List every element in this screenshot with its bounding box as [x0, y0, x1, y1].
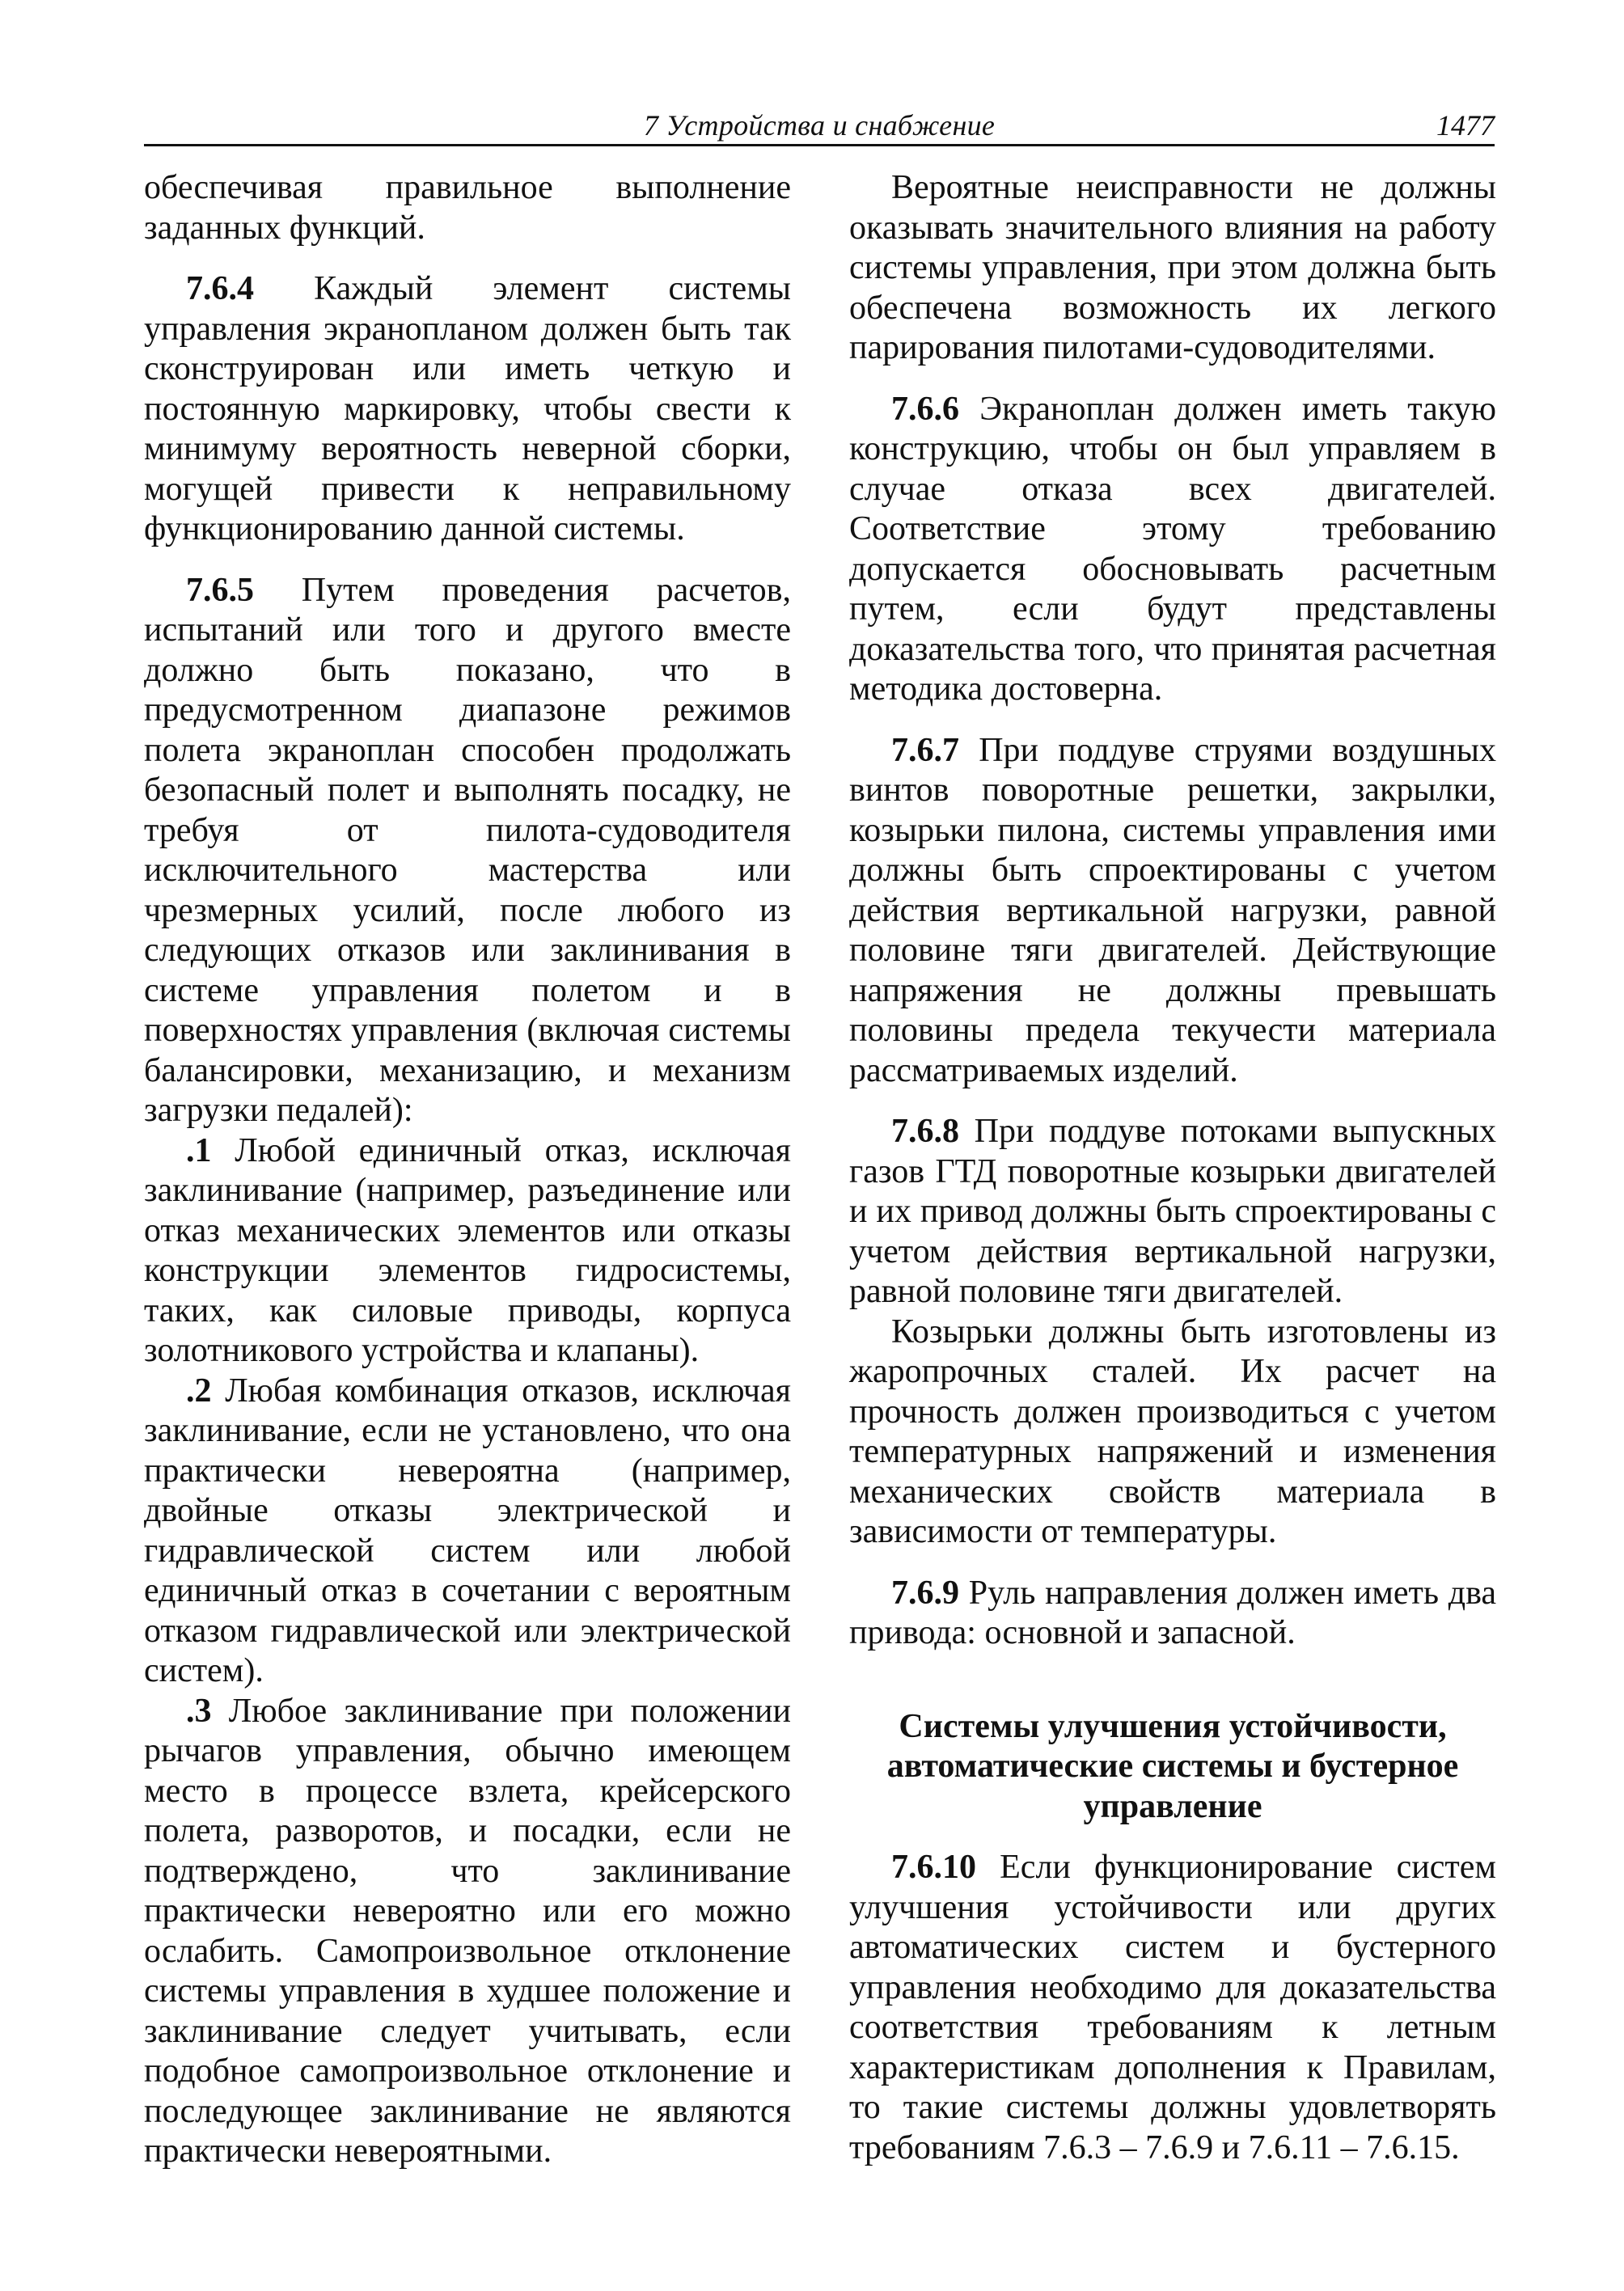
chapter-title: 7 Устройства и снабжение: [643, 109, 996, 142]
clause-number: 7.6.6: [891, 390, 959, 428]
running-header: [144, 104, 1495, 146]
subclause-text: Любой единичный отказ, исключая заклинивание (например, разъединение или отказ механических элементов или отказы конструкции элементов гидросистемы, таких, как силовые приводы, корпуса золотникового устройства и клапаны).: [144, 1131, 791, 1369]
subclause-number: .2: [186, 1372, 212, 1410]
paragraph-materials: [849, 1312, 1496, 1553]
clause-text: Каждый элемент системы управления экранопланом должен быть так сконструирован или иметь четкую и постоянную маркировку, чтобы свести к минимуму вероятность неверной сборки, могущей привести к неправильному функционированию данной системы.: [144, 270, 791, 547]
clause-7-6-6: [849, 390, 1496, 710]
subclause-text: Любое заклинивание при положении рычагов управления, обычно имеющем место в процессе взлета, крейсерского полета, разворотов, и посадки, если не подтверждено, что заклинивание практически невероятно или его можно ослабить. Самопроизвольное отклонение системы управления в худшее положение и заклинивание следует учитывать, если подобное самопроизвольное отклонение и последующее заклинивание не являются практически невероятными.: [144, 1692, 791, 2170]
section-heading: Системы улучшения устойчивости, автоматические системы и бустерное управление: [886, 1707, 1459, 1825]
clause-text: При поддуве струями воздушных винтов поворотные решетки, закрылки, козырьки пилона, системы управления ими должны быть спроектированы с учетом действия вертикальной нагрузки, равной половине тяги двигателей. Действующие напряжения не должны превышать половины предела текучести материала рассматриваемых изделий.: [849, 731, 1496, 1089]
clause-number: 7.6.10: [891, 1849, 976, 1886]
clause-text: Руль направления должен иметь два привода: основной и запасной.: [849, 1574, 1496, 1651]
left-column: [144, 168, 791, 2172]
clause-text: Путем проведения расчетов, испытаний или того и другого вместе должно быть показано, что в предусмотренном диапазоне режимов полета экраноплан способен продолжать безопасный полет и выполнять посадку, не требуя от пилота-судоводителя исключительного мастерства или чрезмерных усилий, после любого из следующих отказов или заклинивания в системе управления полетом и в поверхностях управления (включая системы балансировки, механизацию, и механизм загрузки педалей):: [144, 571, 791, 1129]
subclause-number: .1: [186, 1131, 212, 1169]
subclause-1: [144, 1131, 791, 1372]
continued-paragraph: [849, 168, 1496, 369]
clause-7-6-7: [849, 731, 1496, 1092]
clause-7-6-5: [144, 571, 791, 1131]
clause-7-6-9: [849, 1574, 1496, 1654]
clause-number: 7.6.7: [891, 731, 959, 769]
continued-paragraph: [144, 168, 791, 248]
subclause-2: [144, 1372, 791, 1692]
clause-number: 7.6.8: [891, 1113, 959, 1150]
paragraph-text: Вероятные неисправности не должны оказывать значительного влияния на работу системы управления, при этом должна быть обеспечена возможность их легкого парирования пилотами-судоводителями.: [849, 169, 1496, 366]
subclause-number: .3: [186, 1692, 212, 1730]
clause-number: 7.6.5: [186, 571, 254, 609]
clause-7-6-10: [849, 1848, 1496, 2168]
page-number: 1477: [1436, 109, 1495, 142]
subclause-3: [144, 1692, 791, 2172]
clause-text: Экраноплан должен иметь такую конструкцию, чтобы он был управляем в случае отказа всех двигателей. Соответствие этому требованию допускается обосновывать расчетным путем, если будут представлены доказательства того, что принятая расчетная методика достоверна.: [849, 390, 1496, 708]
subclause-text: Любая комбинация отказов, исключая заклинивание, если не установлено, что она практически невероятна (например, двойные отказы электрической и гидравлической систем или любой единичный отказ в сочетании с вероятным отказом гидравлической или электрической систем).: [144, 1372, 791, 1689]
clause-number: 7.6.4: [186, 270, 254, 307]
clause-7-6-8: [849, 1112, 1496, 1312]
clause-text: При поддуве потоками выпускных газов ГТД поворотные козырьки двигателей и их привод должны быть спроектированы с учетом действия вертикальной нагрузки, равной половине тяги двигателей.: [849, 1113, 1496, 1310]
clause-text: Если функционирование систем улучшения устойчивости или других автоматических систем и бустерного управления необходимо для доказательства соответствия требованиям к летным характеристикам дополнения к Правилам, то такие системы должны удовлетворять требованиям 7.6.3 – 7.6.9 и 7.6.11 – 7.6.15.: [849, 1849, 1496, 2166]
clause-7-6-4: [144, 269, 791, 550]
clause-number: 7.6.9: [891, 1574, 959, 1612]
paragraph-text: Козырьки должны быть изготовлены из жаропрочных сталей. Их расчет на прочность должен производиться с учетом температурных напряжений и изменения механических свойств материала в зависимости от температуры.: [849, 1312, 1496, 1550]
right-column: [849, 168, 1496, 2168]
paragraph-text: обеспечивая правильное выполнение заданных функций.: [144, 169, 791, 247]
